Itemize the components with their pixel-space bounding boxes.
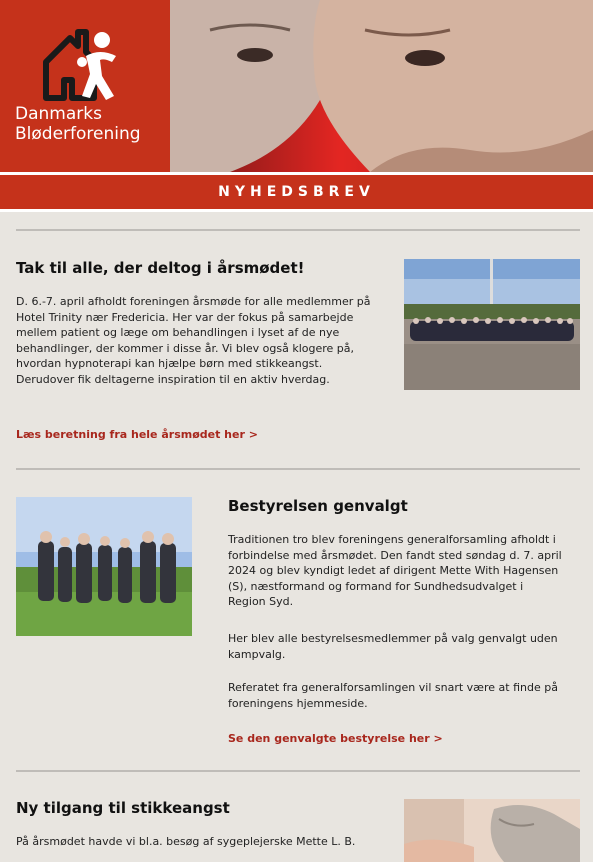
board-photo [16, 497, 192, 636]
brand-name [15, 104, 141, 144]
article-title: Tak til alle, der deltog i årsmødet! [16, 259, 305, 277]
article-needle-fear [0, 772, 593, 862]
group-photo [404, 259, 580, 390]
brand-line-1: Danmarks [15, 104, 102, 124]
faces-photo-illustration [170, 0, 593, 172]
brand-line-2: Bløderforening [15, 124, 141, 144]
article-annual-meeting [0, 231, 593, 468]
logo-panel[interactable] [0, 0, 170, 172]
newsletter-banner [0, 172, 593, 212]
article-title: Ny tilgang til stikkeangst [16, 799, 230, 817]
article-body-1: Traditionen tro blev foreningens generalforsamling afholdt i forbindelse med årsmødet. Den fandt sted søndag d. 7. april 2024 og blev kyndigt ledet af dirigent Mette With Hagensen (S), næstformand og formand for Sundhedsudvalget i Region Syd. [228, 533, 562, 608]
banner-label: NYHEDSBREV [218, 184, 375, 200]
article-body-2: Her blev alle bestyrelsesmedlemmer på valg genvalgt uden kampvalg. [228, 632, 558, 661]
newsletter-header [0, 0, 593, 172]
article-board-reelected [0, 470, 593, 770]
article-body: På årsmødet havde vi bl.a. besøg af sygeplejerske Mette L. B. [16, 835, 356, 848]
article-title: Bestyrelsen genvalgt [228, 497, 408, 515]
header-photo [170, 0, 593, 172]
see-board-link[interactable]: Se den genvalgte bestyrelse her > [228, 732, 443, 745]
article-body-3: Referatet fra generalforsamlingen vil snart være at finde på foreningens hjemmeside. [228, 681, 558, 710]
logo-icon [42, 22, 124, 102]
needle-fear-photo [404, 799, 580, 862]
article-body: D. 6.-7. april afholdt foreningen årsmøde for alle medlemmer på Hotel Trinity nær Fredericia. Her var der fokus på samarbejde mellem patient og læge om behandlingen i lyset af de nye behandlinger, der kommer i disse år. Vi blev også klogere på, hvordan hypnoterapi kan hjælpe børn med stikkeangst. Derudover fik deltagerne inspiration til en aktiv hverdag. [16, 295, 371, 386]
read-report-link[interactable]: Læs beretning fra hele årsmødet her > [16, 428, 258, 441]
